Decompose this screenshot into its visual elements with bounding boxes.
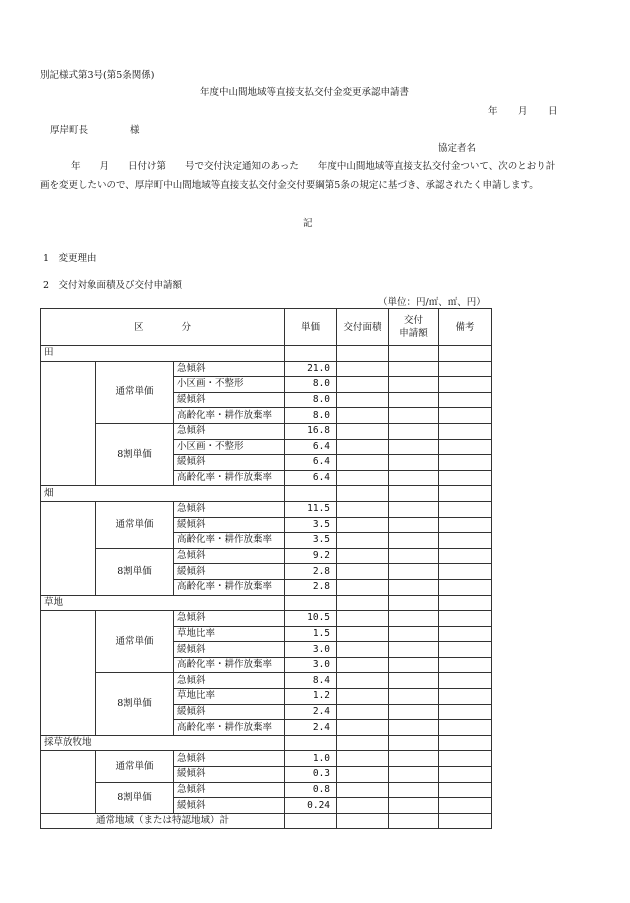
unit-price-value: 8.0 bbox=[285, 377, 337, 393]
empty-cell bbox=[389, 346, 439, 362]
unit-price-value: 6.4 bbox=[285, 470, 337, 486]
table-row bbox=[41, 751, 492, 767]
remarks-input-cell[interactable] bbox=[439, 533, 492, 549]
empty-cell bbox=[439, 346, 492, 362]
area-input-cell[interactable] bbox=[337, 377, 389, 393]
price-tier-label: 通常単価 bbox=[96, 501, 174, 548]
remarks-input-cell[interactable] bbox=[439, 798, 492, 814]
area-input-cell[interactable] bbox=[337, 501, 389, 517]
form-id: 別記様式第3号(第5条関係) bbox=[40, 70, 155, 81]
unit-price-value: 3.5 bbox=[285, 517, 337, 533]
group-name: 草地 bbox=[41, 595, 285, 611]
area-input-cell[interactable] bbox=[337, 470, 389, 486]
unit-price-value: 1.5 bbox=[285, 626, 337, 642]
slope-item: 急傾斜 bbox=[174, 548, 285, 564]
unit-price-value: 3.0 bbox=[285, 642, 337, 658]
slope-item: 草地比率 bbox=[174, 689, 285, 705]
total-unit-price-cell bbox=[285, 813, 337, 829]
slope-item: 緩傾斜 bbox=[174, 517, 285, 533]
area-input-cell[interactable] bbox=[337, 455, 389, 471]
empty-cell bbox=[389, 595, 439, 611]
amount-input-cell[interactable] bbox=[389, 408, 439, 424]
table-row bbox=[41, 611, 492, 627]
slope-item: 高齢化率・耕作放棄率 bbox=[174, 408, 285, 424]
unit-price-value: 10.5 bbox=[285, 611, 337, 627]
remarks-input-cell[interactable] bbox=[439, 470, 492, 486]
table-row bbox=[41, 361, 492, 377]
area-input-cell[interactable] bbox=[337, 611, 389, 627]
area-input-cell[interactable] bbox=[337, 439, 389, 455]
amount-input-cell[interactable] bbox=[389, 392, 439, 408]
unit-note: （単位：円/㎡、㎡、円） bbox=[378, 297, 486, 308]
remarks-input-cell[interactable] bbox=[439, 392, 492, 408]
empty-cell bbox=[337, 346, 389, 362]
area-input-cell[interactable] bbox=[337, 657, 389, 673]
area-input-cell[interactable] bbox=[337, 548, 389, 564]
remarks-input-cell[interactable] bbox=[439, 501, 492, 517]
total-remarks-cell[interactable] bbox=[439, 813, 492, 829]
remarks-input-cell[interactable] bbox=[439, 751, 492, 767]
area-input-cell[interactable] bbox=[337, 626, 389, 642]
unit-price-value: 6.4 bbox=[285, 455, 337, 471]
area-input-cell[interactable] bbox=[337, 392, 389, 408]
slope-item: 急傾斜 bbox=[174, 751, 285, 767]
table-header-row bbox=[41, 309, 492, 346]
slope-item: 急傾斜 bbox=[174, 782, 285, 798]
area-input-cell[interactable] bbox=[337, 689, 389, 705]
unit-price-value: 8.0 bbox=[285, 392, 337, 408]
empty-cell bbox=[337, 595, 389, 611]
empty-cell bbox=[389, 486, 439, 502]
unit-price-value: 2.8 bbox=[285, 564, 337, 580]
total-label: 通常地域（または特認地域）計 bbox=[41, 813, 285, 829]
slope-item: 急傾斜 bbox=[174, 611, 285, 627]
slope-item: 急傾斜 bbox=[174, 673, 285, 689]
amount-input-cell[interactable] bbox=[389, 642, 439, 658]
remarks-input-cell[interactable] bbox=[439, 408, 492, 424]
amount-input-cell[interactable] bbox=[389, 548, 439, 564]
amount-input-cell[interactable] bbox=[389, 720, 439, 736]
area-input-cell[interactable] bbox=[337, 704, 389, 720]
group-indent-cell bbox=[41, 751, 96, 813]
amount-input-cell[interactable] bbox=[389, 798, 439, 814]
slope-item: 緩傾斜 bbox=[174, 455, 285, 471]
area-input-cell[interactable] bbox=[337, 720, 389, 736]
price-tier-label: 8割単価 bbox=[96, 782, 174, 813]
empty-cell bbox=[389, 735, 439, 751]
header-category: 区 分 bbox=[41, 309, 285, 346]
area-input-cell[interactable] bbox=[337, 767, 389, 783]
document-title: 年度中山間地域等直接支払交付金変更承認申請書 bbox=[200, 87, 410, 98]
empty-cell bbox=[439, 595, 492, 611]
amount-input-cell[interactable] bbox=[389, 517, 439, 533]
empty-cell bbox=[285, 595, 337, 611]
table-row bbox=[41, 548, 492, 564]
slope-item: 高齢化率・耕作放棄率 bbox=[174, 470, 285, 486]
amount-input-cell[interactable] bbox=[389, 361, 439, 377]
group-header-row bbox=[41, 486, 492, 502]
header-amount-line2: 申請額 bbox=[399, 328, 428, 339]
ki-heading: 記 bbox=[303, 218, 313, 229]
table-row bbox=[41, 501, 492, 517]
remarks-input-cell[interactable] bbox=[439, 439, 492, 455]
date-day: 日 bbox=[548, 106, 558, 117]
slope-item: 緩傾斜 bbox=[174, 642, 285, 658]
table-row bbox=[41, 673, 492, 689]
amount-input-cell[interactable] bbox=[389, 501, 439, 517]
amount-input-cell[interactable] bbox=[389, 533, 439, 549]
unit-price-value: 2.4 bbox=[285, 720, 337, 736]
date-year: 年 bbox=[488, 106, 498, 117]
empty-cell bbox=[285, 735, 337, 751]
unit-price-value: 1.2 bbox=[285, 689, 337, 705]
empty-cell bbox=[439, 486, 492, 502]
amount-input-cell[interactable] bbox=[389, 626, 439, 642]
section-change-reason: 1 変更理由 bbox=[43, 253, 97, 264]
amount-input-cell[interactable] bbox=[389, 689, 439, 705]
applicant-label: 協定者名 bbox=[438, 143, 477, 154]
empty-cell bbox=[285, 346, 337, 362]
price-tier-label: 通常単価 bbox=[96, 751, 174, 782]
remarks-input-cell[interactable] bbox=[439, 767, 492, 783]
slope-item: 緩傾斜 bbox=[174, 767, 285, 783]
slope-item: 緩傾斜 bbox=[174, 564, 285, 580]
header-unit-price: 単価 bbox=[285, 309, 337, 346]
slope-item: 高齢化率・耕作放棄率 bbox=[174, 720, 285, 736]
group-name: 田 bbox=[41, 346, 285, 362]
total-row bbox=[41, 813, 492, 829]
unit-price-value: 16.8 bbox=[285, 423, 337, 439]
body-text-line2: 画を変更したいので、厚岸町中山間地域等直接支払交付金交付要綱第5条の規定に基づき、承認されたく申請します。 bbox=[40, 180, 539, 191]
slope-item: 小区画・不整形 bbox=[174, 377, 285, 393]
group-indent-cell bbox=[41, 611, 96, 736]
unit-price-value: 2.4 bbox=[285, 704, 337, 720]
application-table bbox=[40, 308, 492, 829]
amount-input-cell[interactable] bbox=[389, 751, 439, 767]
group-header-row bbox=[41, 346, 492, 362]
unit-price-value: 6.4 bbox=[285, 439, 337, 455]
slope-item: 高齢化率・耕作放棄率 bbox=[174, 579, 285, 595]
unit-price-value: 0.24 bbox=[285, 798, 337, 814]
slope-item: 急傾斜 bbox=[174, 423, 285, 439]
header-amount bbox=[389, 309, 439, 346]
amount-input-cell[interactable] bbox=[389, 423, 439, 439]
remarks-input-cell[interactable] bbox=[439, 689, 492, 705]
date-month: 月 bbox=[518, 106, 528, 117]
remarks-input-cell[interactable] bbox=[439, 611, 492, 627]
area-input-cell[interactable] bbox=[337, 579, 389, 595]
remarks-input-cell[interactable] bbox=[439, 423, 492, 439]
area-input-cell[interactable] bbox=[337, 798, 389, 814]
area-input-cell[interactable] bbox=[337, 782, 389, 798]
group-header-row bbox=[41, 735, 492, 751]
group-indent-cell bbox=[41, 361, 96, 486]
price-tier-label: 8割単価 bbox=[96, 423, 174, 485]
unit-price-value: 9.2 bbox=[285, 548, 337, 564]
remarks-input-cell[interactable] bbox=[439, 579, 492, 595]
unit-price-value: 3.0 bbox=[285, 657, 337, 673]
slope-item: 高齢化率・耕作放棄率 bbox=[174, 657, 285, 673]
area-input-cell[interactable] bbox=[337, 642, 389, 658]
area-input-cell[interactable] bbox=[337, 533, 389, 549]
amount-input-cell[interactable] bbox=[389, 564, 439, 580]
empty-cell bbox=[285, 486, 337, 502]
remarks-input-cell[interactable] bbox=[439, 657, 492, 673]
empty-cell bbox=[337, 735, 389, 751]
remarks-input-cell[interactable] bbox=[439, 673, 492, 689]
group-header-row bbox=[41, 595, 492, 611]
slope-item: 草地比率 bbox=[174, 626, 285, 642]
addressee-honorific: 様 bbox=[130, 125, 140, 136]
price-tier-label: 通常単価 bbox=[96, 611, 174, 673]
area-input-cell[interactable] bbox=[337, 408, 389, 424]
remarks-input-cell[interactable] bbox=[439, 782, 492, 798]
unit-price-value: 3.5 bbox=[285, 533, 337, 549]
total-area-cell[interactable] bbox=[337, 813, 389, 829]
remarks-input-cell[interactable] bbox=[439, 455, 492, 471]
unit-price-value: 21.0 bbox=[285, 361, 337, 377]
amount-input-cell[interactable] bbox=[389, 439, 439, 455]
area-input-cell[interactable] bbox=[337, 517, 389, 533]
header-area: 交付面積 bbox=[337, 309, 389, 346]
price-tier-label: 通常単価 bbox=[96, 361, 174, 423]
price-tier-label: 8割単価 bbox=[96, 673, 174, 735]
slope-item: 急傾斜 bbox=[174, 501, 285, 517]
amount-input-cell[interactable] bbox=[389, 767, 439, 783]
unit-price-value: 2.8 bbox=[285, 579, 337, 595]
unit-price-value: 1.0 bbox=[285, 751, 337, 767]
table-row bbox=[41, 782, 492, 798]
remarks-input-cell[interactable] bbox=[439, 642, 492, 658]
unit-price-value: 11.5 bbox=[285, 501, 337, 517]
slope-item: 緩傾斜 bbox=[174, 704, 285, 720]
table-row bbox=[41, 423, 492, 439]
remarks-input-cell[interactable] bbox=[439, 377, 492, 393]
slope-item: 小区画・不整形 bbox=[174, 439, 285, 455]
header-remarks: 備考 bbox=[439, 309, 492, 346]
remarks-input-cell[interactable] bbox=[439, 361, 492, 377]
amount-input-cell[interactable] bbox=[389, 657, 439, 673]
group-name: 採草放牧地 bbox=[41, 735, 285, 751]
amount-input-cell[interactable] bbox=[389, 455, 439, 471]
area-input-cell[interactable] bbox=[337, 423, 389, 439]
unit-price-value: 0.8 bbox=[285, 782, 337, 798]
area-input-cell[interactable] bbox=[337, 673, 389, 689]
slope-item: 緩傾斜 bbox=[174, 798, 285, 814]
remarks-input-cell[interactable] bbox=[439, 564, 492, 580]
group-indent-cell bbox=[41, 501, 96, 595]
unit-price-value: 8.4 bbox=[285, 673, 337, 689]
amount-input-cell[interactable] bbox=[389, 470, 439, 486]
area-input-cell[interactable] bbox=[337, 361, 389, 377]
unit-price-value: 8.0 bbox=[285, 408, 337, 424]
amount-input-cell[interactable] bbox=[389, 704, 439, 720]
addressee-name: 厚岸町長 bbox=[50, 125, 89, 136]
remarks-input-cell[interactable] bbox=[439, 548, 492, 564]
price-tier-label: 8割単価 bbox=[96, 548, 174, 595]
amount-input-cell[interactable] bbox=[389, 673, 439, 689]
empty-cell bbox=[439, 735, 492, 751]
group-name: 畑 bbox=[41, 486, 285, 502]
amount-input-cell[interactable] bbox=[389, 377, 439, 393]
slope-item: 高齢化率・耕作放棄率 bbox=[174, 533, 285, 549]
header-amount-line1: 交付 bbox=[404, 315, 424, 326]
section-area-amount: 2 交付対象面積及び交付申請額 bbox=[43, 280, 183, 291]
slope-item: 急傾斜 bbox=[174, 361, 285, 377]
remarks-input-cell[interactable] bbox=[439, 720, 492, 736]
empty-cell bbox=[337, 486, 389, 502]
amount-input-cell[interactable] bbox=[389, 782, 439, 798]
remarks-input-cell[interactable] bbox=[439, 626, 492, 642]
slope-item: 緩傾斜 bbox=[174, 392, 285, 408]
remarks-input-cell[interactable] bbox=[439, 517, 492, 533]
total-amount-cell[interactable] bbox=[389, 813, 439, 829]
remarks-input-cell[interactable] bbox=[439, 704, 492, 720]
amount-input-cell[interactable] bbox=[389, 611, 439, 627]
area-input-cell[interactable] bbox=[337, 564, 389, 580]
body-text-line1: 年 月 日付け第 号で交付決定通知のあった 年度中山間地域等直接支払交付金ついて、次のとおり計 bbox=[71, 161, 556, 172]
amount-input-cell[interactable] bbox=[389, 579, 439, 595]
unit-price-value: 0.3 bbox=[285, 767, 337, 783]
area-input-cell[interactable] bbox=[337, 751, 389, 767]
